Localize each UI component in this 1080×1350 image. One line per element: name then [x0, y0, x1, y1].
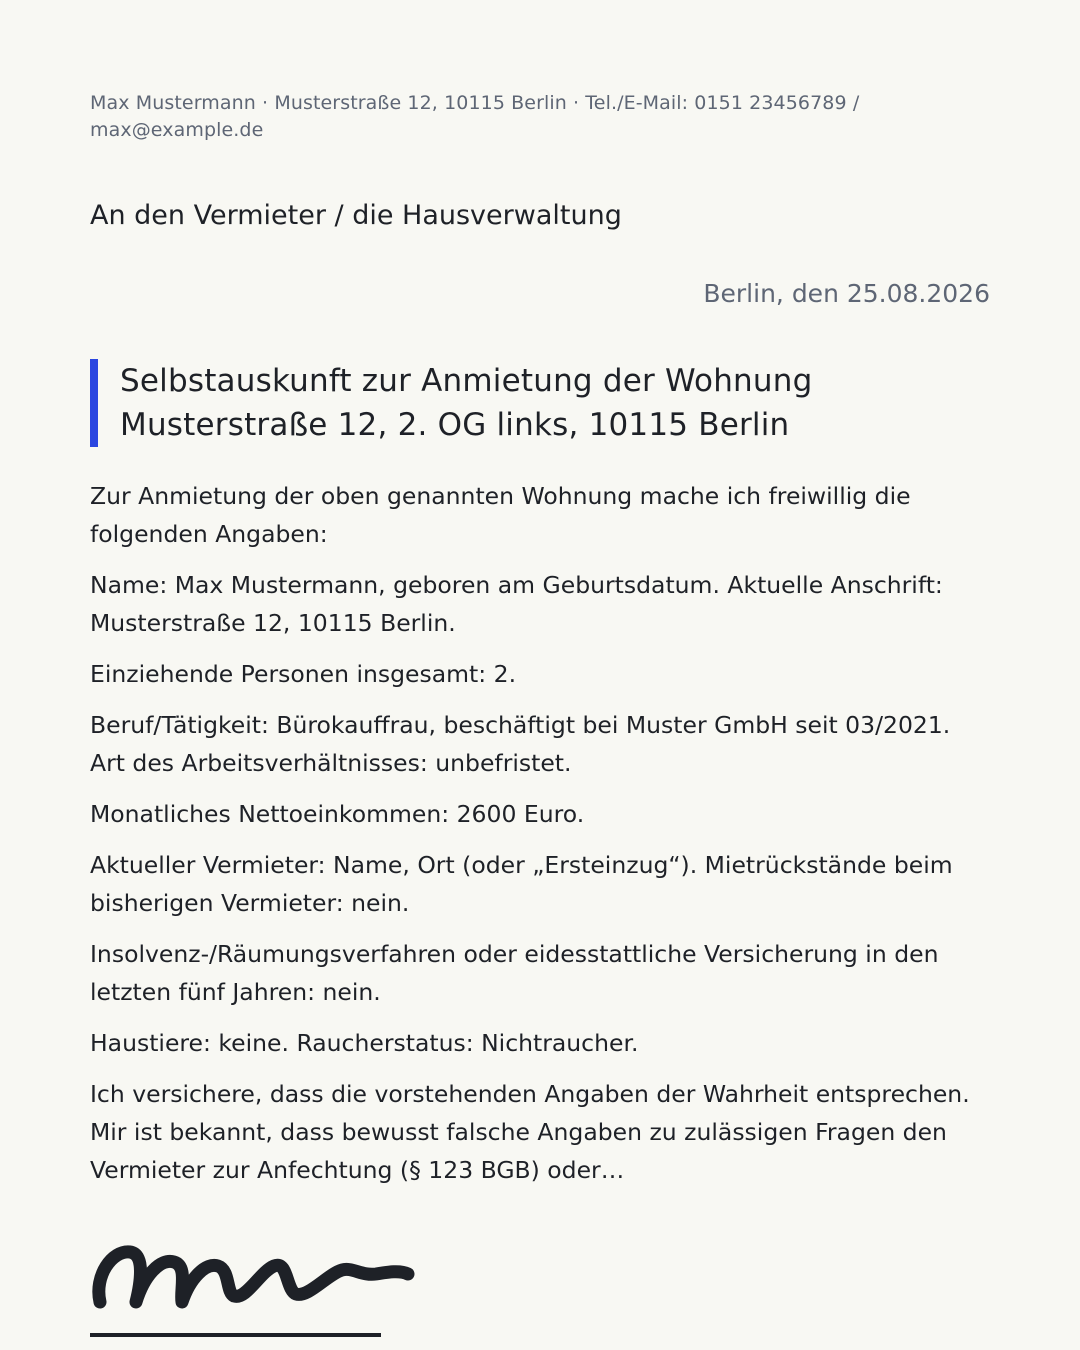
subject-block	[90, 359, 1000, 447]
recipient-address: An den Vermieter / die Hausverwaltung	[90, 200, 622, 231]
body-paragraph-income: Monatliches Nettoeinkommen: 2600 Euro.	[90, 800, 585, 828]
body-paragraph-declaration: Ich versichere, dass die vorstehenden Angaben der Wahrheit entsprechen. Mir ist bekannt, dass bewusst falsche Angaben zu zulässigen Fragen den Vermieter zur Anfechtung (§ 123 BGB) oder…	[90, 1080, 970, 1184]
body-paragraph-persons: Einziehende Personen insgesamt: 2.	[90, 660, 517, 688]
handwritten-signature	[90, 1236, 420, 1316]
letter-body	[90, 477, 970, 1202]
body-paragraph-landlord: Aktueller Vermieter: Name, Ort (oder „Ersteinzug“). Mietrückstände beim bisherigen Vermieter: nein.	[90, 851, 953, 917]
body-paragraph-name: Name: Max Mustermann, geboren am Geburtsdatum. Aktuelle Anschrift: Musterstraße 12, 10115 Berlin.	[90, 571, 943, 637]
body-paragraph-occupation: Beruf/Tätigkeit: Bürokauffrau, beschäftigt bei Muster GmbH seit 03/2021. Art des Arbeitsverhältnisses: unbefristet.	[90, 711, 951, 777]
body-paragraph-intro: Zur Anmietung der oben genannten Wohnung mache ich freiwillig die folgenden Angaben:	[90, 482, 911, 548]
letter-page	[90, 0, 990, 1350]
subject-line-1: Selbstauskunft zur Anmietung der Wohnung	[120, 363, 813, 399]
body-paragraph-insolvency: Insolvenz-/Räumungsverfahren oder eidesstattliche Versicherung in den letzten fünf Jahren: nein.	[90, 940, 939, 1006]
body-paragraph-pets: Haustiere: keine. Raucherstatus: Nichtraucher.	[90, 1029, 639, 1057]
letter-date: Berlin, den 25.08.2026	[703, 279, 990, 308]
signature-line	[90, 1333, 381, 1337]
sender-address: Max Mustermann · Musterstraße 12, 10115 Berlin · Tel./E-Mail: 0151 23456789 / max@example.de	[90, 92, 860, 141]
subject-line-2: Musterstraße 12, 2. OG links, 10115 Berlin	[120, 407, 790, 443]
